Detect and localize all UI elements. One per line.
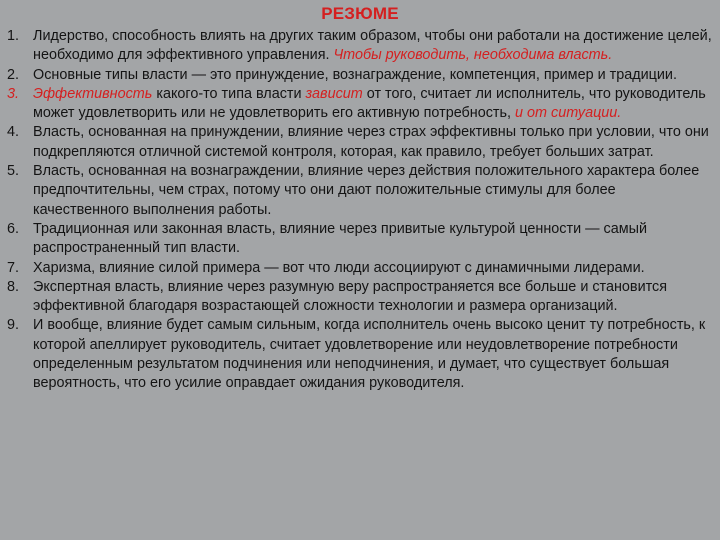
list-item	[0, 278, 712, 317]
item-number: 5.	[7, 163, 20, 180]
item-number: 8.	[7, 278, 20, 295]
list-item	[0, 316, 712, 393]
item-emphasis: Чтобы руководить, необходима власть.	[333, 47, 613, 64]
item-text: Власть, основанная на вознаграждении, влияние через действия положительного характера более предпочтительны, чем страх, потому что они дают положительные стимулы для более качественного выполнения работы.	[33, 163, 700, 218]
item-text: Власть, основанная на принуждении, влияние через страх эффективны только при условии, что они подкрепляются отличной системой контроля, которая, как правило, требует больших затрат.	[33, 124, 709, 160]
item-emphasis: Эффективность	[33, 85, 153, 102]
item-text: Основные типы власти — это принуждение, вознаграждение, компетенция, пример и традиции.	[33, 66, 677, 83]
item-number: 2.	[7, 66, 20, 83]
item-number: 1.	[7, 28, 20, 44]
list-item	[0, 259, 712, 278]
item-emphasis: и от ситуации.	[515, 105, 622, 122]
item-number: 4.	[7, 124, 20, 141]
slide-title: РЕЗЮМЕ	[321, 4, 399, 23]
item-text: Лидерство, способность влиять на других таким образом, чтобы они работали на достижение целей, необходимо для эффективного управления.	[33, 28, 712, 64]
list-item	[0, 85, 712, 124]
item-text: Традиционная или законная власть, влияние через привитые культурой ценности — самый распространенный тип власти.	[33, 220, 647, 257]
item-text: Харизма, влияние силой примера — вот что люди ассоциируют с динамичными лидерами.	[33, 259, 645, 276]
item-number: 9.	[7, 317, 20, 334]
list-item	[0, 162, 712, 220]
item-number: 3.	[7, 85, 20, 102]
item-text: И вообще, влияние будет самым сильным, когда исполнитель очень высоко ценит ту потребность, к которой апеллирует руководитель, считает удовлетворение или неудовлетворение потребности определенным результатом подчинения или неподчинения, и думает, что существует большая вероятность, что его усилие оправдает ожидания руководителя.	[33, 317, 706, 392]
summary-list	[0, 27, 712, 394]
list-item	[0, 27, 712, 66]
list-item	[0, 123, 712, 162]
item-text: от того, считает ли исполнитель, что руководитель может удовлетворить или не удовлетворить его активную потребность,	[33, 85, 706, 122]
list-item	[0, 66, 712, 85]
item-emphasis: зависит	[305, 85, 363, 102]
item-number: 6.	[7, 220, 20, 237]
item-text: Экспертная власть, влияние через разумную веру распространяется все больше и становится эффективной благодаря возрастающей сложности технологии и размера организаций.	[33, 278, 668, 315]
item-text: какого-то типа власти	[152, 85, 306, 102]
item-number: 7.	[7, 259, 20, 276]
list-item	[0, 220, 712, 259]
